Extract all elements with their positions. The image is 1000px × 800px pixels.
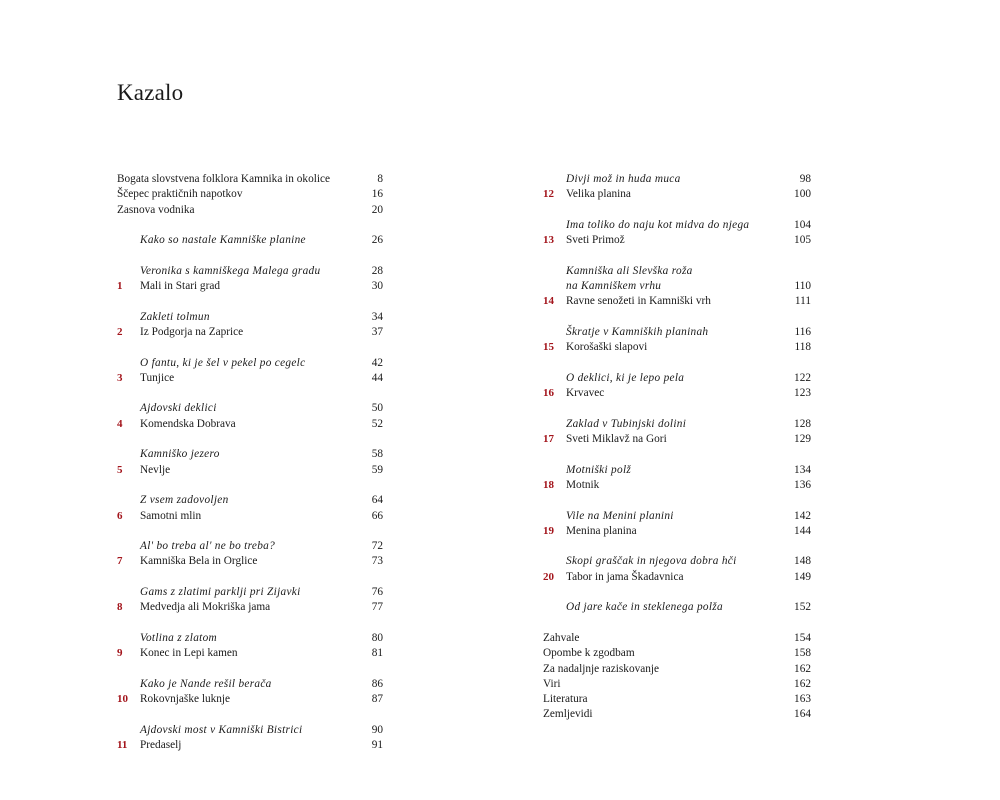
toc-entry-title: Tunjice xyxy=(140,371,175,384)
toc-page-number: 28 xyxy=(371,264,383,277)
toc-story-entry[interactable] xyxy=(117,447,383,462)
toc-entry[interactable] xyxy=(117,203,383,218)
toc-story-entry[interactable] xyxy=(117,310,383,325)
toc-story-entry[interactable] xyxy=(117,723,383,738)
trip-number: 3 xyxy=(117,371,123,384)
toc-entry-title: Sveti Primož xyxy=(566,234,625,247)
toc-trip-entry[interactable] xyxy=(117,417,383,432)
toc-page-number: 148 xyxy=(794,555,811,568)
toc-entry[interactable] xyxy=(543,662,811,677)
toc-entry-title: Velika planina xyxy=(566,188,631,201)
toc-page-number: 154 xyxy=(794,631,811,644)
trip-number: 14 xyxy=(543,295,554,308)
toc-column-right xyxy=(543,172,811,723)
toc-entry-title: Krvavec xyxy=(566,387,605,400)
toc-trip-entry[interactable] xyxy=(543,432,811,447)
toc-page-number: 128 xyxy=(794,417,811,430)
toc-trip-entry[interactable] xyxy=(117,279,383,294)
toc-entry-title: Korošaški slapovi xyxy=(566,341,648,354)
toc-entry-title: Al' bo treba al' ne bo treba? xyxy=(140,540,276,553)
toc-page-number: 158 xyxy=(794,647,811,660)
toc-entry[interactable] xyxy=(543,646,811,661)
toc-spacer xyxy=(117,432,383,447)
toc-trip-entry[interactable] xyxy=(117,600,383,615)
trip-number: 17 xyxy=(543,433,554,446)
toc-entry[interactable] xyxy=(543,677,811,692)
toc-entry-title: Motnik xyxy=(566,478,600,491)
toc-entry-title: na Kamniškem vrhu xyxy=(566,280,662,293)
toc-page-number: 16 xyxy=(371,188,383,201)
toc-trip-entry[interactable] xyxy=(543,478,811,493)
toc-spacer xyxy=(117,616,383,631)
toc-trip-entry[interactable] xyxy=(543,233,811,248)
toc-story-entry[interactable] xyxy=(543,279,811,294)
toc-page-number: 30 xyxy=(371,280,383,293)
toc-entry-title: Vile na Menini planini xyxy=(566,509,674,522)
toc-entry-title: Ščepec praktičnih napotkov xyxy=(117,188,243,201)
toc-page-number: 149 xyxy=(794,570,811,583)
toc-entry-title: Divji mož in huda muca xyxy=(566,173,681,185)
toc-entry-title: Opombe k zgodbam xyxy=(543,647,635,660)
toc-spacer xyxy=(117,340,383,355)
toc-page-number: 118 xyxy=(794,341,811,354)
toc-spacer xyxy=(543,493,811,508)
toc-entry-title: Viri xyxy=(543,677,561,690)
toc-page-number: 34 xyxy=(371,310,383,323)
toc-story-entry[interactable] xyxy=(543,554,811,569)
toc-story-entry[interactable] xyxy=(543,463,811,478)
trip-number: 1 xyxy=(117,280,123,293)
trip-number: 4 xyxy=(117,417,123,430)
toc-story-entry[interactable] xyxy=(117,631,383,646)
toc-trip-entry[interactable] xyxy=(117,738,383,753)
toc-page-number: 91 xyxy=(371,738,383,751)
toc-page-number: 122 xyxy=(794,371,811,384)
toc-entry-title: Kamniško jezero xyxy=(140,448,220,461)
toc-story-entry[interactable] xyxy=(117,539,383,554)
toc-spacer xyxy=(543,203,811,218)
toc-entry-title: Zemljevidi xyxy=(543,708,593,721)
toc-page-number: 98 xyxy=(799,173,811,185)
toc-trip-entry[interactable] xyxy=(117,371,383,386)
toc-page-number: 111 xyxy=(794,295,811,308)
toc-entry-title: Ajdovski most v Kamniški Bistrici xyxy=(140,723,303,736)
toc-story-entry[interactable] xyxy=(117,401,383,416)
toc-story-entry[interactable] xyxy=(117,677,383,692)
toc-entry-title: Škratje v Kamniških planinah xyxy=(566,325,709,338)
toc-spacer xyxy=(117,294,383,309)
toc-entry-title: Medvedja ali Mokriška jama xyxy=(140,601,271,614)
toc-page-number: 58 xyxy=(371,448,383,461)
trip-number: 11 xyxy=(117,738,128,751)
toc-page-number: 123 xyxy=(794,387,811,400)
toc-entry-title: Gams z zlatimi parklji pri Zijavki xyxy=(140,586,301,599)
toc-trip-entry[interactable] xyxy=(543,187,811,202)
toc-page-number: 73 xyxy=(371,555,383,568)
trip-number: 7 xyxy=(117,555,123,568)
trip-number: 6 xyxy=(117,509,123,522)
toc-entry-title: Bogata slovstvena folklora Kamnika in okolice xyxy=(117,173,331,185)
toc-page-number: 142 xyxy=(794,509,811,522)
toc-entry-title: Kamniška Bela in Orglice xyxy=(140,555,258,568)
toc-page-number: 42 xyxy=(371,356,383,369)
toc-entry-title: Zasnova vodnika xyxy=(117,203,195,216)
toc-page-number: 77 xyxy=(371,601,383,614)
toc-page-number: 134 xyxy=(794,463,811,476)
toc-entry-title: Rokovnjaške luknje xyxy=(140,693,231,706)
toc-spacer xyxy=(543,356,811,371)
toc-entry-title: Komendska Dobrava xyxy=(140,417,236,430)
toc-page-number: 76 xyxy=(371,586,383,599)
trip-number: 19 xyxy=(543,524,554,537)
toc-spacer xyxy=(117,386,383,401)
trip-number: 9 xyxy=(117,647,123,660)
toc-spacer xyxy=(543,310,811,325)
toc-page-number: 110 xyxy=(794,280,811,293)
toc-spacer xyxy=(117,524,383,539)
toc-trip-entry[interactable] xyxy=(543,340,811,355)
toc-spacer xyxy=(543,616,811,631)
toc-story-entry[interactable] xyxy=(117,356,383,371)
toc-page-number: 52 xyxy=(371,417,383,430)
toc-entry[interactable] xyxy=(117,187,383,202)
toc-spacer xyxy=(117,707,383,722)
toc-entry-title: Ima toliko do naju kot midva do njega xyxy=(566,218,750,231)
toc-spacer xyxy=(117,218,383,233)
toc-page-number: 152 xyxy=(794,601,811,614)
toc-trip-entry[interactable] xyxy=(543,294,811,309)
toc-page-number: 44 xyxy=(371,371,383,384)
toc-entry-title: Kako je Nande rešil berača xyxy=(140,677,272,690)
toc-entry-title: Samotni mlin xyxy=(140,509,202,522)
toc-entry-title: Kamniška ali Slevška roža xyxy=(566,264,693,277)
toc-entry-title: Mali in Stari grad xyxy=(140,280,221,293)
toc-story-entry[interactable] xyxy=(543,417,811,432)
toc-entry-title: Iz Podgorja na Zaprice xyxy=(140,325,244,338)
toc-spacer xyxy=(543,447,811,462)
toc-entry-title: Veronika s kamniškega Malega gradu xyxy=(140,264,321,277)
trip-number: 12 xyxy=(543,188,554,201)
toc-page-number: 37 xyxy=(371,325,383,338)
toc-story-entry[interactable] xyxy=(117,493,383,508)
toc-trip-entry[interactable] xyxy=(117,463,383,478)
toc-page-number: 64 xyxy=(371,494,383,507)
toc-entry[interactable] xyxy=(543,707,811,722)
toc-trip-entry[interactable] xyxy=(117,646,383,661)
toc-trip-entry[interactable] xyxy=(117,554,383,569)
toc-story-entry[interactable] xyxy=(543,509,811,524)
toc-entry-title: Skopi graščak in njegova dobra hči xyxy=(566,555,737,568)
toc-entry-title: O deklici, ki je lepo pela xyxy=(566,371,685,384)
trip-number: 16 xyxy=(543,387,554,400)
toc-page-number: 72 xyxy=(371,540,383,553)
toc-page-number: 86 xyxy=(371,677,383,690)
toc-entry-title: Zakleti tolmun xyxy=(140,310,210,323)
toc-entry[interactable] xyxy=(117,172,383,187)
toc-entry[interactable] xyxy=(543,631,811,646)
toc-entry-title: Zahvale xyxy=(543,631,580,644)
toc-page-number: 50 xyxy=(371,402,383,415)
toc-page-number: 90 xyxy=(371,723,383,736)
toc-story-entry[interactable] xyxy=(543,600,811,615)
toc-story-entry[interactable] xyxy=(117,264,383,279)
toc-entry-title: Od jare kače in steklenega polža xyxy=(566,601,723,614)
toc-spacer xyxy=(117,662,383,677)
toc-page-number: 87 xyxy=(371,693,383,706)
toc-page-number: 81 xyxy=(371,647,383,660)
toc-page-number: 116 xyxy=(794,325,811,338)
toc-story-entry[interactable] xyxy=(543,371,811,386)
toc-entry-title: Zaklad v Tubinjski dolini xyxy=(566,417,687,430)
trip-number: 5 xyxy=(117,463,123,476)
toc-spacer xyxy=(543,248,811,263)
trip-number: 2 xyxy=(117,325,123,338)
toc-story-entry[interactable] xyxy=(117,585,383,600)
toc-entry-title: Ravne senožeti in Kamniški vrh xyxy=(566,295,711,308)
trip-number: 8 xyxy=(117,601,123,614)
toc-entry-title: Z vsem zadovoljen xyxy=(140,494,229,507)
toc-trip-entry[interactable] xyxy=(543,386,811,401)
toc-spacer xyxy=(543,401,811,416)
toc-entry-title: Menina planina xyxy=(566,524,637,537)
toc-page-number: 162 xyxy=(794,677,811,690)
toc-spacer xyxy=(117,570,383,585)
toc-entry-title: Nevlje xyxy=(140,463,171,476)
toc-page-number: 66 xyxy=(371,509,383,522)
toc-entry-title: Motniški polž xyxy=(566,463,632,476)
toc-entry-title: Literatura xyxy=(543,693,588,706)
toc-page-number: 136 xyxy=(794,478,811,491)
toc-story-entry[interactable] xyxy=(543,264,811,279)
toc-story-entry[interactable] xyxy=(543,218,811,233)
toc-page-number: 26 xyxy=(371,234,383,247)
toc-entry-title: Konec in Lepi kamen xyxy=(140,647,238,660)
toc-entry-title: Votlina z zlatom xyxy=(140,631,217,644)
toc-trip-entry[interactable] xyxy=(117,692,383,707)
toc-story-entry[interactable] xyxy=(543,172,811,187)
toc-entry[interactable] xyxy=(543,692,811,707)
toc-spacer xyxy=(543,539,811,554)
toc-entry-title: Tabor in jama Škadavnica xyxy=(566,570,684,583)
toc-entry-title: Kako so nastale Kamniške planine xyxy=(140,234,306,247)
toc-spacer xyxy=(117,248,383,263)
trip-number: 18 xyxy=(543,478,554,491)
toc-entry-title: Ajdovski deklici xyxy=(140,402,217,415)
toc-trip-entry[interactable] xyxy=(543,524,811,539)
toc-trip-entry[interactable] xyxy=(117,325,383,340)
trip-number: 13 xyxy=(543,234,554,247)
toc-entry-title: Sveti Miklavž na Gori xyxy=(566,433,667,446)
trip-number: 10 xyxy=(117,693,128,706)
toc-page-number: 20 xyxy=(371,203,383,216)
toc-trip-entry[interactable] xyxy=(117,509,383,524)
toc-page-number: 8 xyxy=(377,173,383,185)
toc-story-entry[interactable] xyxy=(543,325,811,340)
toc-page-number: 163 xyxy=(794,693,811,706)
toc-page-number: 80 xyxy=(371,631,383,644)
toc-page-number: 100 xyxy=(794,188,811,201)
toc-spacer xyxy=(543,585,811,600)
toc-page-number: 129 xyxy=(794,433,811,446)
toc-page-number: 104 xyxy=(794,218,811,231)
toc-trip-entry[interactable] xyxy=(543,570,811,585)
toc-page-number: 105 xyxy=(794,234,811,247)
trip-number: 20 xyxy=(543,570,554,583)
toc-page-number: 144 xyxy=(794,524,811,537)
toc-column-left xyxy=(117,172,383,753)
toc-entry-title: Predaselj xyxy=(140,738,182,751)
toc-story-entry[interactable] xyxy=(117,233,383,248)
trip-number: 15 xyxy=(543,341,554,354)
toc-page-number: 164 xyxy=(794,708,811,721)
toc-page-number: 162 xyxy=(794,662,811,675)
toc-page-number: 59 xyxy=(371,463,383,476)
toc-entry-title: O fantu, ki je šel v pekel po cegelc xyxy=(140,356,306,369)
toc-entry-title: Za nadaljnje raziskovanje xyxy=(543,662,660,675)
toc-spacer xyxy=(117,478,383,493)
page-title: Kazalo xyxy=(117,80,184,105)
